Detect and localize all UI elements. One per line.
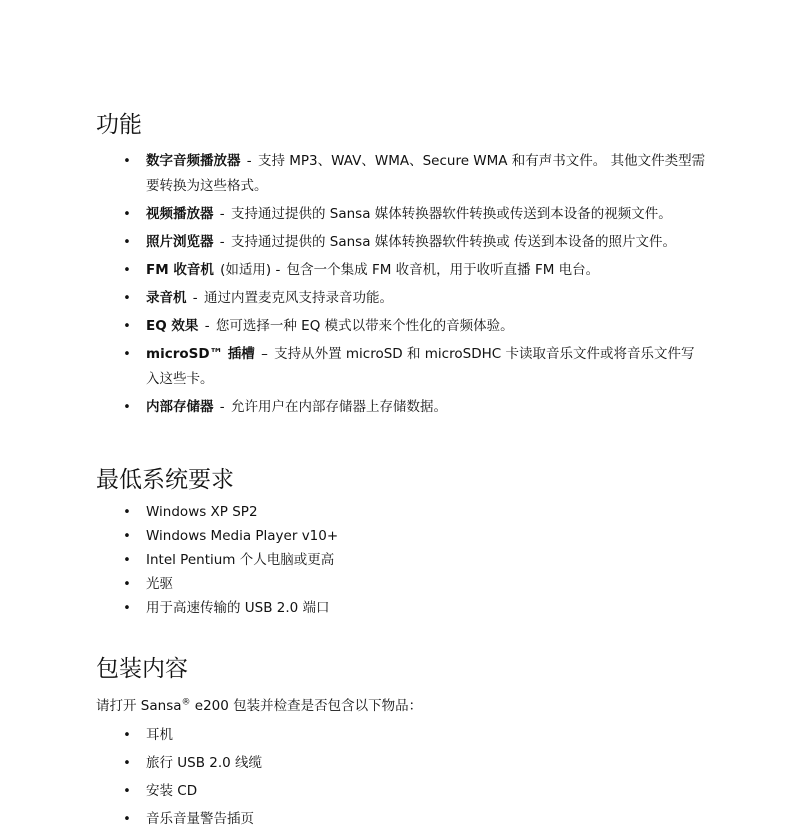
- requirement-item: [0, 502, 706, 523]
- package-item-text: 安装 CD: [146, 783, 198, 799]
- bullet-icon: •: [123, 812, 131, 827]
- package-item: [0, 751, 706, 776]
- feature-term: microSD™ 插槽: [146, 346, 255, 362]
- features-heading: 功能: [96, 112, 142, 138]
- bullet-icon: •: [123, 577, 131, 592]
- package-item-text: 音乐音量警告插页: [146, 811, 254, 827]
- feature-item-internal-storage: [0, 395, 706, 420]
- bullet-icon: •: [123, 505, 131, 520]
- feature-separator: -: [219, 234, 225, 250]
- requirement-item: [0, 550, 706, 571]
- feature-item-fm-radio: [0, 258, 706, 283]
- feature-term: 录音机: [146, 290, 187, 306]
- feature-description: 允许用户在内部存储器上存储数据。: [230, 399, 447, 415]
- feature-description: 支持通过提供的 Sansa 媒体转换器软件转换或 传送到本设备的照片文件。: [230, 234, 677, 250]
- requirement-text: Windows XP SP2: [146, 504, 258, 520]
- requirement-text: 用于高速传输的 USB 2.0 端口: [146, 600, 330, 616]
- feature-description: 包含一个集成 FM 收音机，用于收听直播 FM 电台。: [286, 262, 600, 278]
- requirement-item: [0, 526, 706, 547]
- bullet-icon: •: [123, 319, 131, 334]
- bullet-icon: •: [123, 347, 131, 362]
- feature-term: 内部存储器: [146, 399, 214, 415]
- feature-item-voice-recorder: [0, 286, 706, 311]
- feature-item-eq-effect: [0, 314, 706, 339]
- feature-separator: (如适用) -: [220, 262, 281, 278]
- system-requirements-list: [0, 502, 800, 622]
- feature-description: 支持 MP3、WAV、WMA、Secure WMA 和有声书文件。 其他文件类型需要转换为这些格式。: [146, 153, 706, 194]
- bullet-icon: •: [123, 235, 131, 250]
- bullet-icon: •: [123, 263, 131, 278]
- feature-item-video-player: [0, 202, 706, 227]
- bullet-icon: •: [123, 728, 131, 743]
- requirement-item: [0, 574, 706, 595]
- requirement-item: [0, 598, 706, 619]
- package-item-text: 旅行 USB 2.0 线缆: [146, 755, 263, 771]
- bullet-icon: •: [123, 207, 131, 222]
- bullet-icon: •: [123, 756, 131, 771]
- feature-item-audio-player: [0, 149, 706, 199]
- feature-item-microsd-slot: [0, 342, 706, 392]
- package-contents-heading: 包装内容: [96, 656, 188, 682]
- bullet-icon: •: [123, 154, 131, 169]
- package-intro-end: e200 包装并检查是否包含以下物品：: [190, 698, 423, 714]
- feature-separator: -: [219, 206, 225, 222]
- feature-separator: -: [204, 318, 210, 334]
- requirement-text: Windows Media Player v10+: [146, 528, 339, 544]
- feature-item-photo-viewer: [0, 230, 706, 255]
- package-item: [0, 807, 706, 828]
- bullet-icon: •: [123, 291, 131, 306]
- package-contents-list: [0, 723, 800, 828]
- registered-mark: ®: [181, 697, 191, 708]
- feature-separator: -: [192, 290, 198, 306]
- feature-term: 数字音频播放器: [146, 153, 241, 169]
- bullet-icon: •: [123, 400, 131, 415]
- bullet-icon: •: [123, 553, 131, 568]
- feature-term: EQ 效果: [146, 318, 199, 334]
- requirement-text: Intel Pentium 个人电脑或更高: [146, 552, 335, 568]
- package-intro: [96, 695, 422, 717]
- package-item-text: 耳机: [146, 727, 173, 743]
- package-intro-start: 请打开 Sansa: [96, 698, 182, 714]
- requirement-text: 光驱: [146, 576, 173, 592]
- feature-description: 通过内置麦克风支持录音功能。: [203, 290, 393, 306]
- feature-separator: –: [261, 346, 268, 362]
- features-list: [0, 149, 800, 423]
- package-item: [0, 723, 706, 748]
- feature-description: 支持通过提供的 Sansa 媒体转换器软件转换或传送到本设备的视频文件。: [230, 206, 672, 222]
- system-requirements-heading: 最低系统要求: [96, 467, 234, 493]
- bullet-icon: •: [123, 601, 131, 616]
- feature-description: 支持从外置 microSD 和 microSDHC 卡读取音乐文件或将音乐文件写入这些卡。: [146, 346, 695, 387]
- bullet-icon: •: [123, 529, 131, 544]
- feature-term: FM 收音机: [146, 262, 214, 278]
- feature-separator: -: [219, 399, 225, 415]
- feature-term: 视频播放器: [146, 206, 214, 222]
- feature-separator: -: [246, 153, 252, 169]
- bullet-icon: •: [123, 784, 131, 799]
- feature-term: 照片浏览器: [146, 234, 214, 250]
- package-item: [0, 779, 706, 804]
- feature-description: 您可选择一种 EQ 模式以带来个性化的音频体验。: [215, 318, 514, 334]
